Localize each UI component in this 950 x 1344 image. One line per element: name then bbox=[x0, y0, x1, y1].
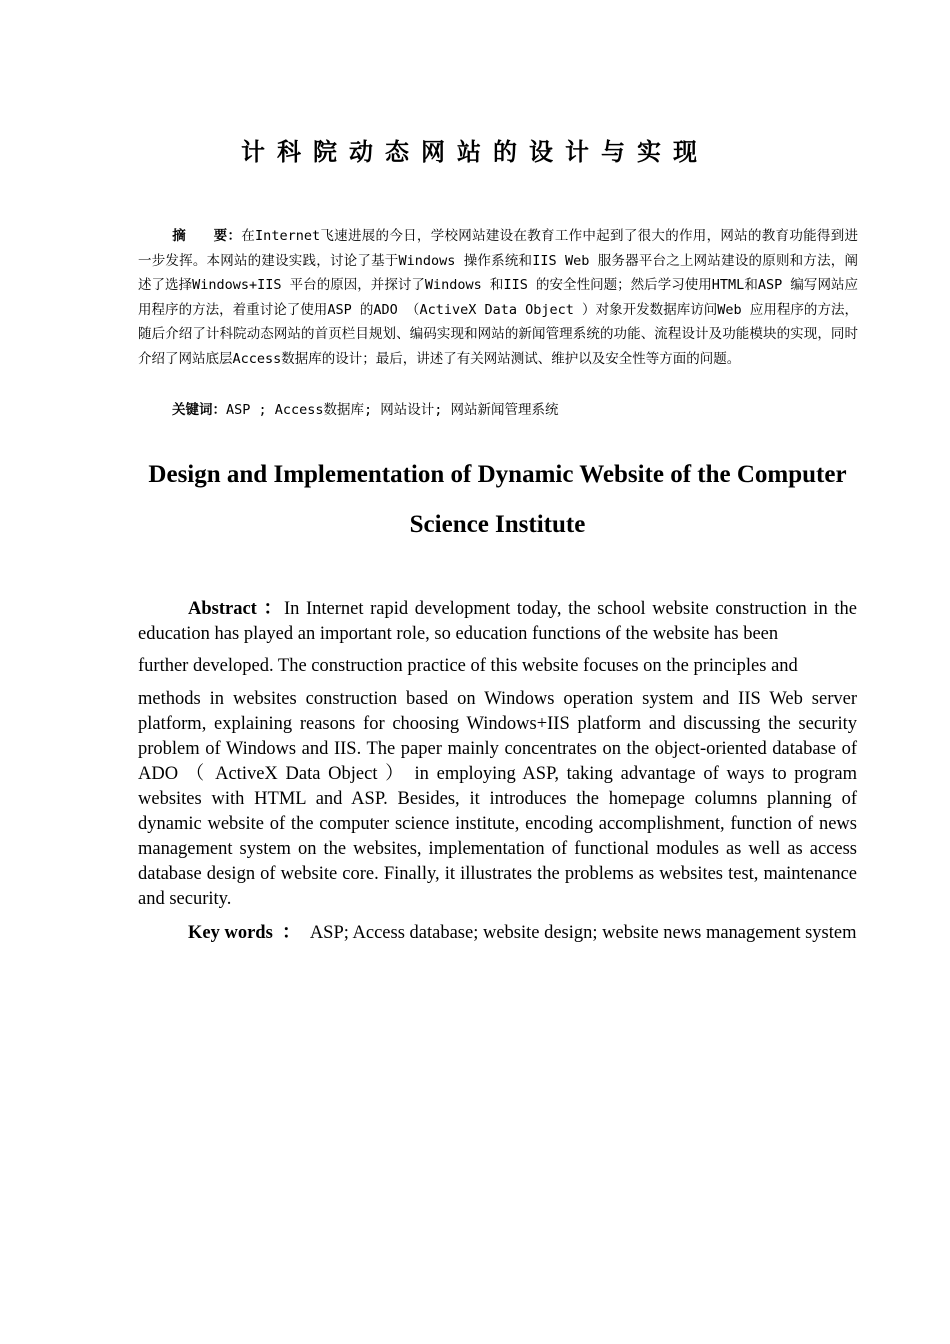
chinese-keywords bbox=[138, 398, 858, 422]
english-title: Design and Implementation of Dynamic Website of the Computer Science Institute bbox=[148, 461, 847, 538]
english-keywords-colon: ： bbox=[282, 923, 301, 943]
english-abstract-label: Abstract bbox=[188, 599, 257, 619]
english-abstract bbox=[138, 597, 857, 912]
english-keywords bbox=[138, 921, 857, 946]
english-abstract-intro bbox=[138, 597, 857, 647]
english-abstract-rest: methods in websites construction based on Windows operation system and IIS Web server platform, explaining reasons for choosing Windows+IIS platform and discussing the security problem of Windows and IIS. The paper mainly concentrates on the object-oriented database of ADO （ ActiveX Data Object ） in employing ASP, taking advantage of ways to program websites with HTML and ASP. Besides, it introduces the homepage columns planning of dynamic website of the computer science institute, encoding accomplishment, function of news management system on the websites, implementation of functional modules as well as access database design of website core. Finally, it illustrates the problems as websites test, maintenance and security. bbox=[138, 689, 857, 909]
chinese-keywords-label: 关键词： bbox=[172, 402, 226, 418]
english-abstract-colon: ： bbox=[263, 599, 284, 619]
chinese-abstract bbox=[138, 224, 858, 372]
english-keywords-text: ASP; Access database; website design; website news management system bbox=[309, 923, 857, 943]
english-keywords-label: Key words bbox=[188, 923, 273, 943]
english-abstract-line2: further developed. The construction practice of this website focuses on the principles and bbox=[138, 656, 798, 676]
chinese-abstract-label: 摘 要： bbox=[172, 228, 242, 244]
chinese-title: 计科院动态网站的设计与实现 bbox=[241, 138, 709, 166]
chinese-keywords-text: ASP ; Access数据库; 网站设计; 网站新闻管理系统 bbox=[226, 402, 559, 418]
chinese-abstract-text: 在Internet飞速进展的今日，学校网站建设在教育工作中起到了很大的作用，网站的教育功能得到进一步发挥。本网站的建设实践，讨论了基于Windows 操作系统和IIS Web 服务器平台之上网站建设的原则和方法，阐述了选择Windows+IIS 平台的原因，并探讨了Windows 和IIS 的安全性问题；然后学习使用HTML和ASP 编写网站应用程序的方法，着重讨论了使用ASP 的ADO （ActiveX Data Object ）对象开发数据库访问Web 应用程序的方法，随后介绍了计科院动态网站的首页栏目规划、编码实现和网站的新闻管理系统的功能、流程设计及功能模块的实现，同时介绍了网站底层Access数据库的设计；最后，讲述了有关网站测试、维护以及安全性等方面的问题。 bbox=[138, 228, 858, 367]
english-abstract-line1: In Internet rapid development today, the school website construction in the education has played an important role, so education functions of the website has been bbox=[138, 599, 857, 644]
